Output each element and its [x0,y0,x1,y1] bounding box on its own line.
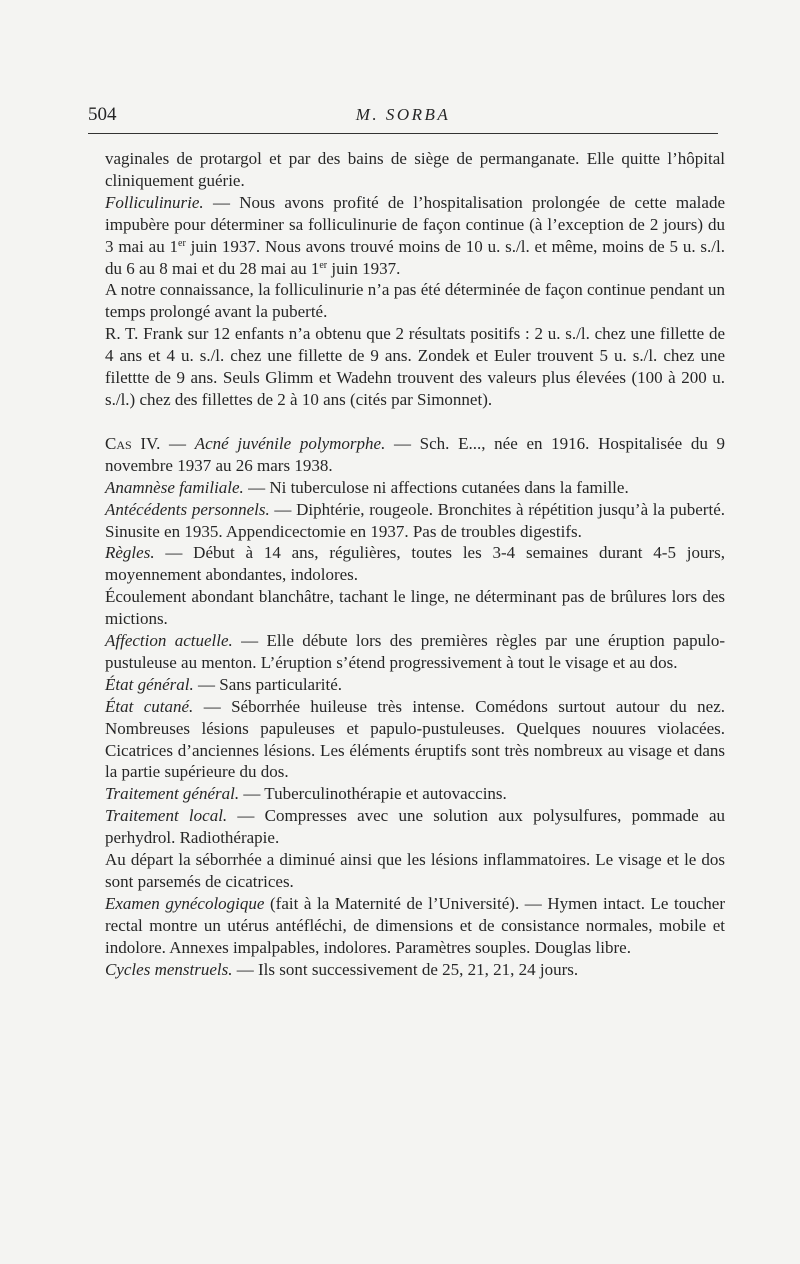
section-label: Examen gynécologique [105,893,265,913]
paragraph-traitement-local: Traitement local. — Compresses avec une solution aux polysulfures, pommade au perhydrol. Radiothérapie. [105,806,725,848]
paragraph-folliculinurie: Folliculinurie. — Nous avons profité de l’hospitalisation prolongée de cette malade impubère pour déterminer sa folliculinurie de façon continue (à l’exception de 2 jours) du 3 mai au 1er juin 1937. Nous avons trouvé moins de 10 u. s./l. et même, moins de 5 u. s./l. du 6 au 8 mai et du 28 mai au 1er juin 1937. [105,192,725,278]
section-label: État cutané. [105,696,194,716]
paragraph-cycles: Cycles menstruels. — Ils sont successivement de 25, 21, 21, 24 jours. [105,959,579,979]
paragraph-etat-cutane: État cutané. — Séborrhée huileuse très intense. Comédons surtout autour du nez. Nombreuses lésions papuleuses et papulo-pustuleuses. Quelques nouures violacées. Cicatrices d’anciennes lésions. Les éléments éruptifs sont très nombreux au visage et dans la partie supérieure du dos. [105,696,725,782]
paragraph-regles: Règles. — Début à 14 ans, régulières, toutes les 3-4 semaines durant 4-5 jours, moyennement abondantes, indolores. [105,543,725,585]
paragraph-traitement-general: Traitement général. — Tuberculinothérapie et autovaccins. [105,784,507,804]
page-header [88,104,718,128]
paragraph-affection: Affection actuelle. — Elle débute lors des premières règles par une éruption papulo-pustuleuse au menton. L’éruption s’étend progressivement à tout le visage et au dos. [105,631,725,672]
section-label: Traitement local. [105,806,228,826]
section-gap [105,411,725,433]
paragraph-anamnese: Anamnèse familiale. — Ni tuberculose ni affections cutanées dans la famille. [105,477,629,497]
section-label: Cycles menstruels. [105,959,233,979]
section-label: Règles. [105,543,155,563]
section-label: Anamnèse familiale. [105,477,244,497]
paragraph-treatment-end: vaginales de protargol et par des bains de siège de permanganate. Elle quitte l’hôpital cliniquement guérie. [105,149,725,190]
section-label: Affection actuelle. [105,631,233,651]
paragraph-frank: R. T. Frank sur 12 enfants n’a obtenu que 2 résultats positifs : 2 u. s./l. chez une fillette de 4 ans et 4 u. s./l. chez une fillette de 9 ans. Zondek et Euler trouvent 5 u. s./l. chez une filettte de 9 ans. Seuls Glimm et Wadehn trouvent des valeurs plus élevées (100 à 200 u. s./l.) chez des fillettes de 2 à 10 ans (cités par Simonnet). [105,324,725,409]
section-label: Antécédents personnels. [105,499,270,519]
paragraph-antecedents: Antécédents personnels. — Diphtérie, rougeole. Bronchites à répétition jusqu’à la puberté. Sinusite en 1935. Appendicectomie en 1937. Pas de troubles digestifs. [105,499,725,541]
paragraph-examen: Examen gynécologique (fait à la Maternité de l’Université). — Hymen intact. Le toucher rectal montre un utérus antéfléchi, de dimensions et de consistance normales, mobile et indolore. Annexes impalpables, indolores. Paramètres souples. Douglas libre. [105,893,725,957]
paragraph-case-iv: Cas IV. — Acné juvénile polymorphe. — Sch. E..., née en 1916. Hospitalisée du 9 novembre 1937 au 26 mars 1938. [105,433,725,475]
body-text [105,148,725,981]
paragraph-ecoulement: Écoulement abondant blanchâtre, tachant le linge, ne déterminant pas de brûlures lors des mictions. [105,587,725,629]
case-title: Acné juvénile polymorphe. [194,433,386,453]
paragraph-knowledge: A notre connaissance, la folliculinurie n’a pas été déterminée de façon continue pendant un temps prolongé avant la puberté. [105,280,725,322]
case-label: Cas IV. [105,433,161,453]
page-number: 504 [88,104,117,125]
paragraph-etat-general: État général. — Sans particularité. [105,674,343,694]
section-label: État général. [105,674,194,694]
section-label: Traitement général. [105,784,240,804]
running-title: M. SORBA [355,105,451,124]
section-label: Folliculinurie. [105,192,204,212]
header-rule [88,133,718,134]
paragraph-depart: Au départ la séborrhée a diminué ainsi que les lésions inflammatoires. Le visage et le dos sont parsemés de cicatrices. [105,850,725,891]
